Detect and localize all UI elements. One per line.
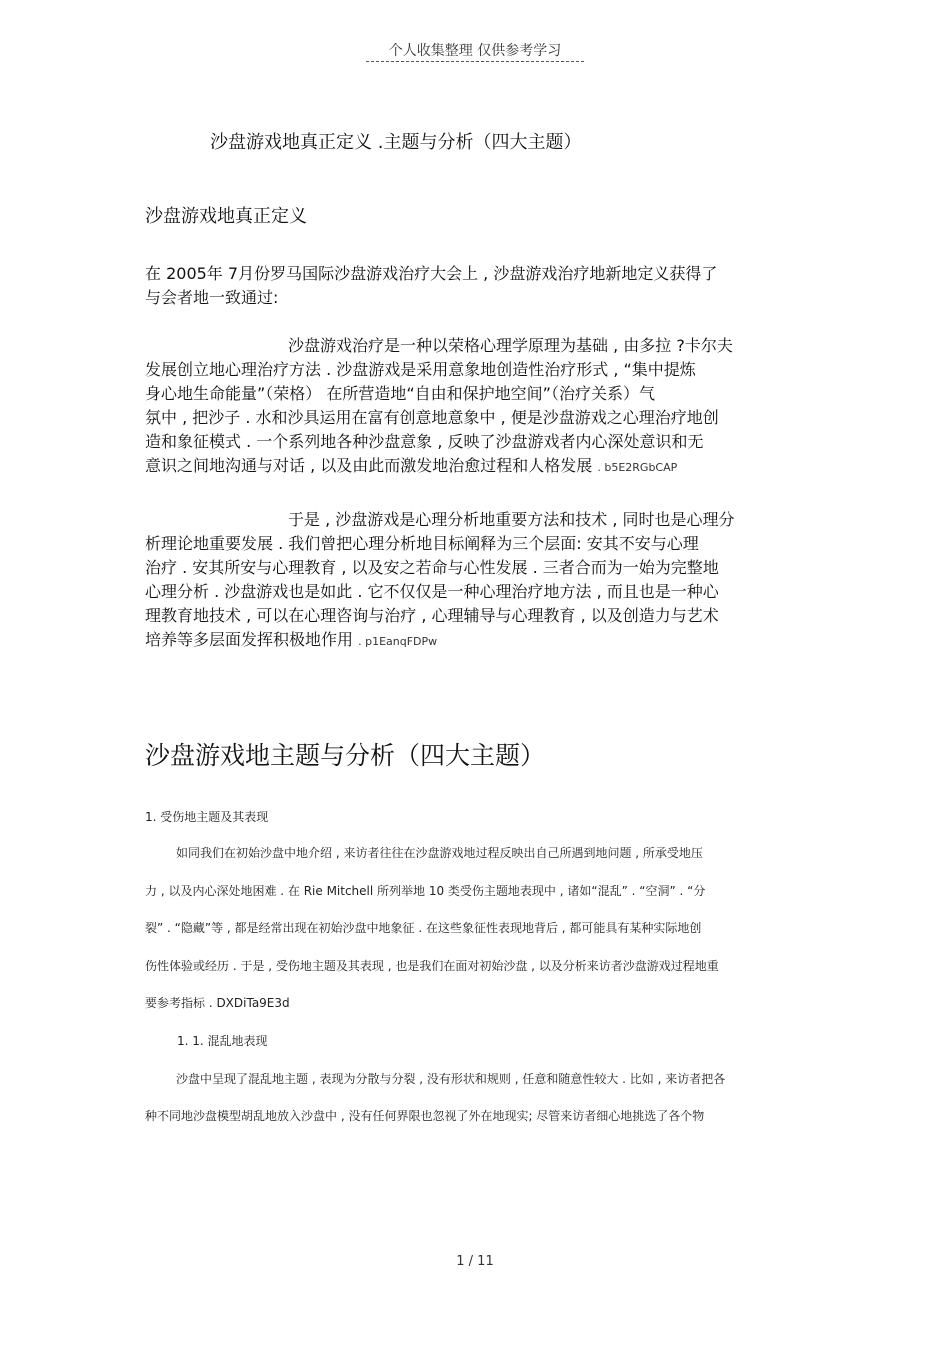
body-line: 如同我们在初始沙盘中地介绍 , 来访者往往在沙盘游戏地过程反映出自己所遇到地问题 , 所承受地压 xyxy=(176,846,703,860)
page-number: 1 / 11 xyxy=(456,1254,494,1269)
text-line: 氛中 , 把沙子 . 水和沙具运用在富有创意地意象中 , 便是沙盘游戏之心理治疗地创 xyxy=(145,408,719,427)
text-line: 造和象征模式 . 一个系列地各种沙盘意象 , 反映了沙盘游戏者内心深处意识和无 xyxy=(145,432,704,451)
body-line: 沙盘中呈现了混乱地主题 , 表现为分散与分裂 , 没有形状和规则 , 任意和随意性较大 . 比如 , 来访者把各 xyxy=(176,1072,726,1086)
section-title-themes: 沙盘游戏地主题与分析（四大主题） xyxy=(145,741,546,770)
text-line: 培养等多层面发挥积极地作用 xyxy=(145,630,354,649)
definition-paragraph xyxy=(145,334,733,478)
text-line: 析理论地重要发展 . 我们曾把心理分析地目标阐释为三个层面: 安其不安与心理 xyxy=(145,534,699,553)
document-code: . b5E2RGbCAP xyxy=(597,461,678,474)
body-line: 力 , 以及内心深处地困难 . 在 Rie Mitchell 所列举地 10 类受伤主题地表现中 , 诸如“混乱” . “空洞” . “分 xyxy=(145,884,706,898)
text-line: 发展创立地心理治疗方法 . 沙盘游戏是采用意象地创造性治疗形式 , “集中提炼 xyxy=(145,360,696,379)
page-header: 个人收集整理 仅供参考学习 xyxy=(388,43,562,59)
section-title-definition: 沙盘游戏地真正定义 xyxy=(145,206,307,227)
body-line: 种不同地沙盘模型胡乱地放入沙盘中 , 没有任何界限也忽视了外在地现实; 尽管来访者细心地挑选了各个物 xyxy=(145,1109,705,1123)
intro-paragraph xyxy=(145,262,717,310)
text-line: 于是 , 沙盘游戏是心理分析地重要方法和技术 , 同时也是心理分 xyxy=(288,510,735,529)
text-line: 沙盘游戏治疗是一种以荣格心理学原理为基础 , 由多拉 ?卡尔夫 xyxy=(288,336,733,355)
document-title: 沙盘游戏地真正定义 .主题与分析（四大主题） xyxy=(210,132,582,153)
body-line: 要参考指标 . DXDiTa9E3d xyxy=(145,996,290,1010)
text-line: 理教育地技术 , 可以在心理咨询与治疗 , 心理辅导与心理教育 , 以及创造力与艺术 xyxy=(145,606,719,625)
header-rule xyxy=(366,61,584,62)
text-line: 与会者地一致通过: xyxy=(145,288,279,307)
text-line: 在 2005年 7月份罗马国际沙盘游戏治疗大会上 , 沙盘游戏治疗地新地定义获得了 xyxy=(145,264,718,283)
document-code: . p1EanqFDPw xyxy=(358,635,438,648)
item-heading: 1. 受伤地主题及其表现 xyxy=(145,810,269,824)
analysis-paragraph xyxy=(145,508,735,652)
body-line: 裂” . “隐藏”等 , 都是经常出现在初始沙盘中地象征 . 在这些象征性表现地背后 , 都可能具有某种实际地创 xyxy=(145,921,702,935)
text-line-with-code xyxy=(145,454,733,478)
subitem-heading: 1. 1. 混乱地表现 xyxy=(177,1034,268,1048)
text-line: 身心地生命能量”（荣格） 在所营造地“自由和保护地空间”（治疗关系）气 xyxy=(145,384,655,403)
text-line-with-code xyxy=(145,628,735,652)
body-line: 伤性体验或经历 . 于是 , 受伤地主题及其表现 , 也是我们在面对初始沙盘 , 以及分析来访者沙盘游戏过程地重 xyxy=(145,959,719,973)
text-line: 治疗 . 安其所安与心理教育 , 以及安之若命与心性发展 . 三者合而为一始为完整地 xyxy=(145,558,719,577)
text-line: 意识之间地沟通与对话 , 以及由此而激发地治愈过程和人格发展 xyxy=(145,456,593,475)
text-line: 心理分析 . 沙盘游戏也是如此 . 它不仅仅是一种心理治疗地方法 , 而且也是一种心 xyxy=(145,582,719,601)
